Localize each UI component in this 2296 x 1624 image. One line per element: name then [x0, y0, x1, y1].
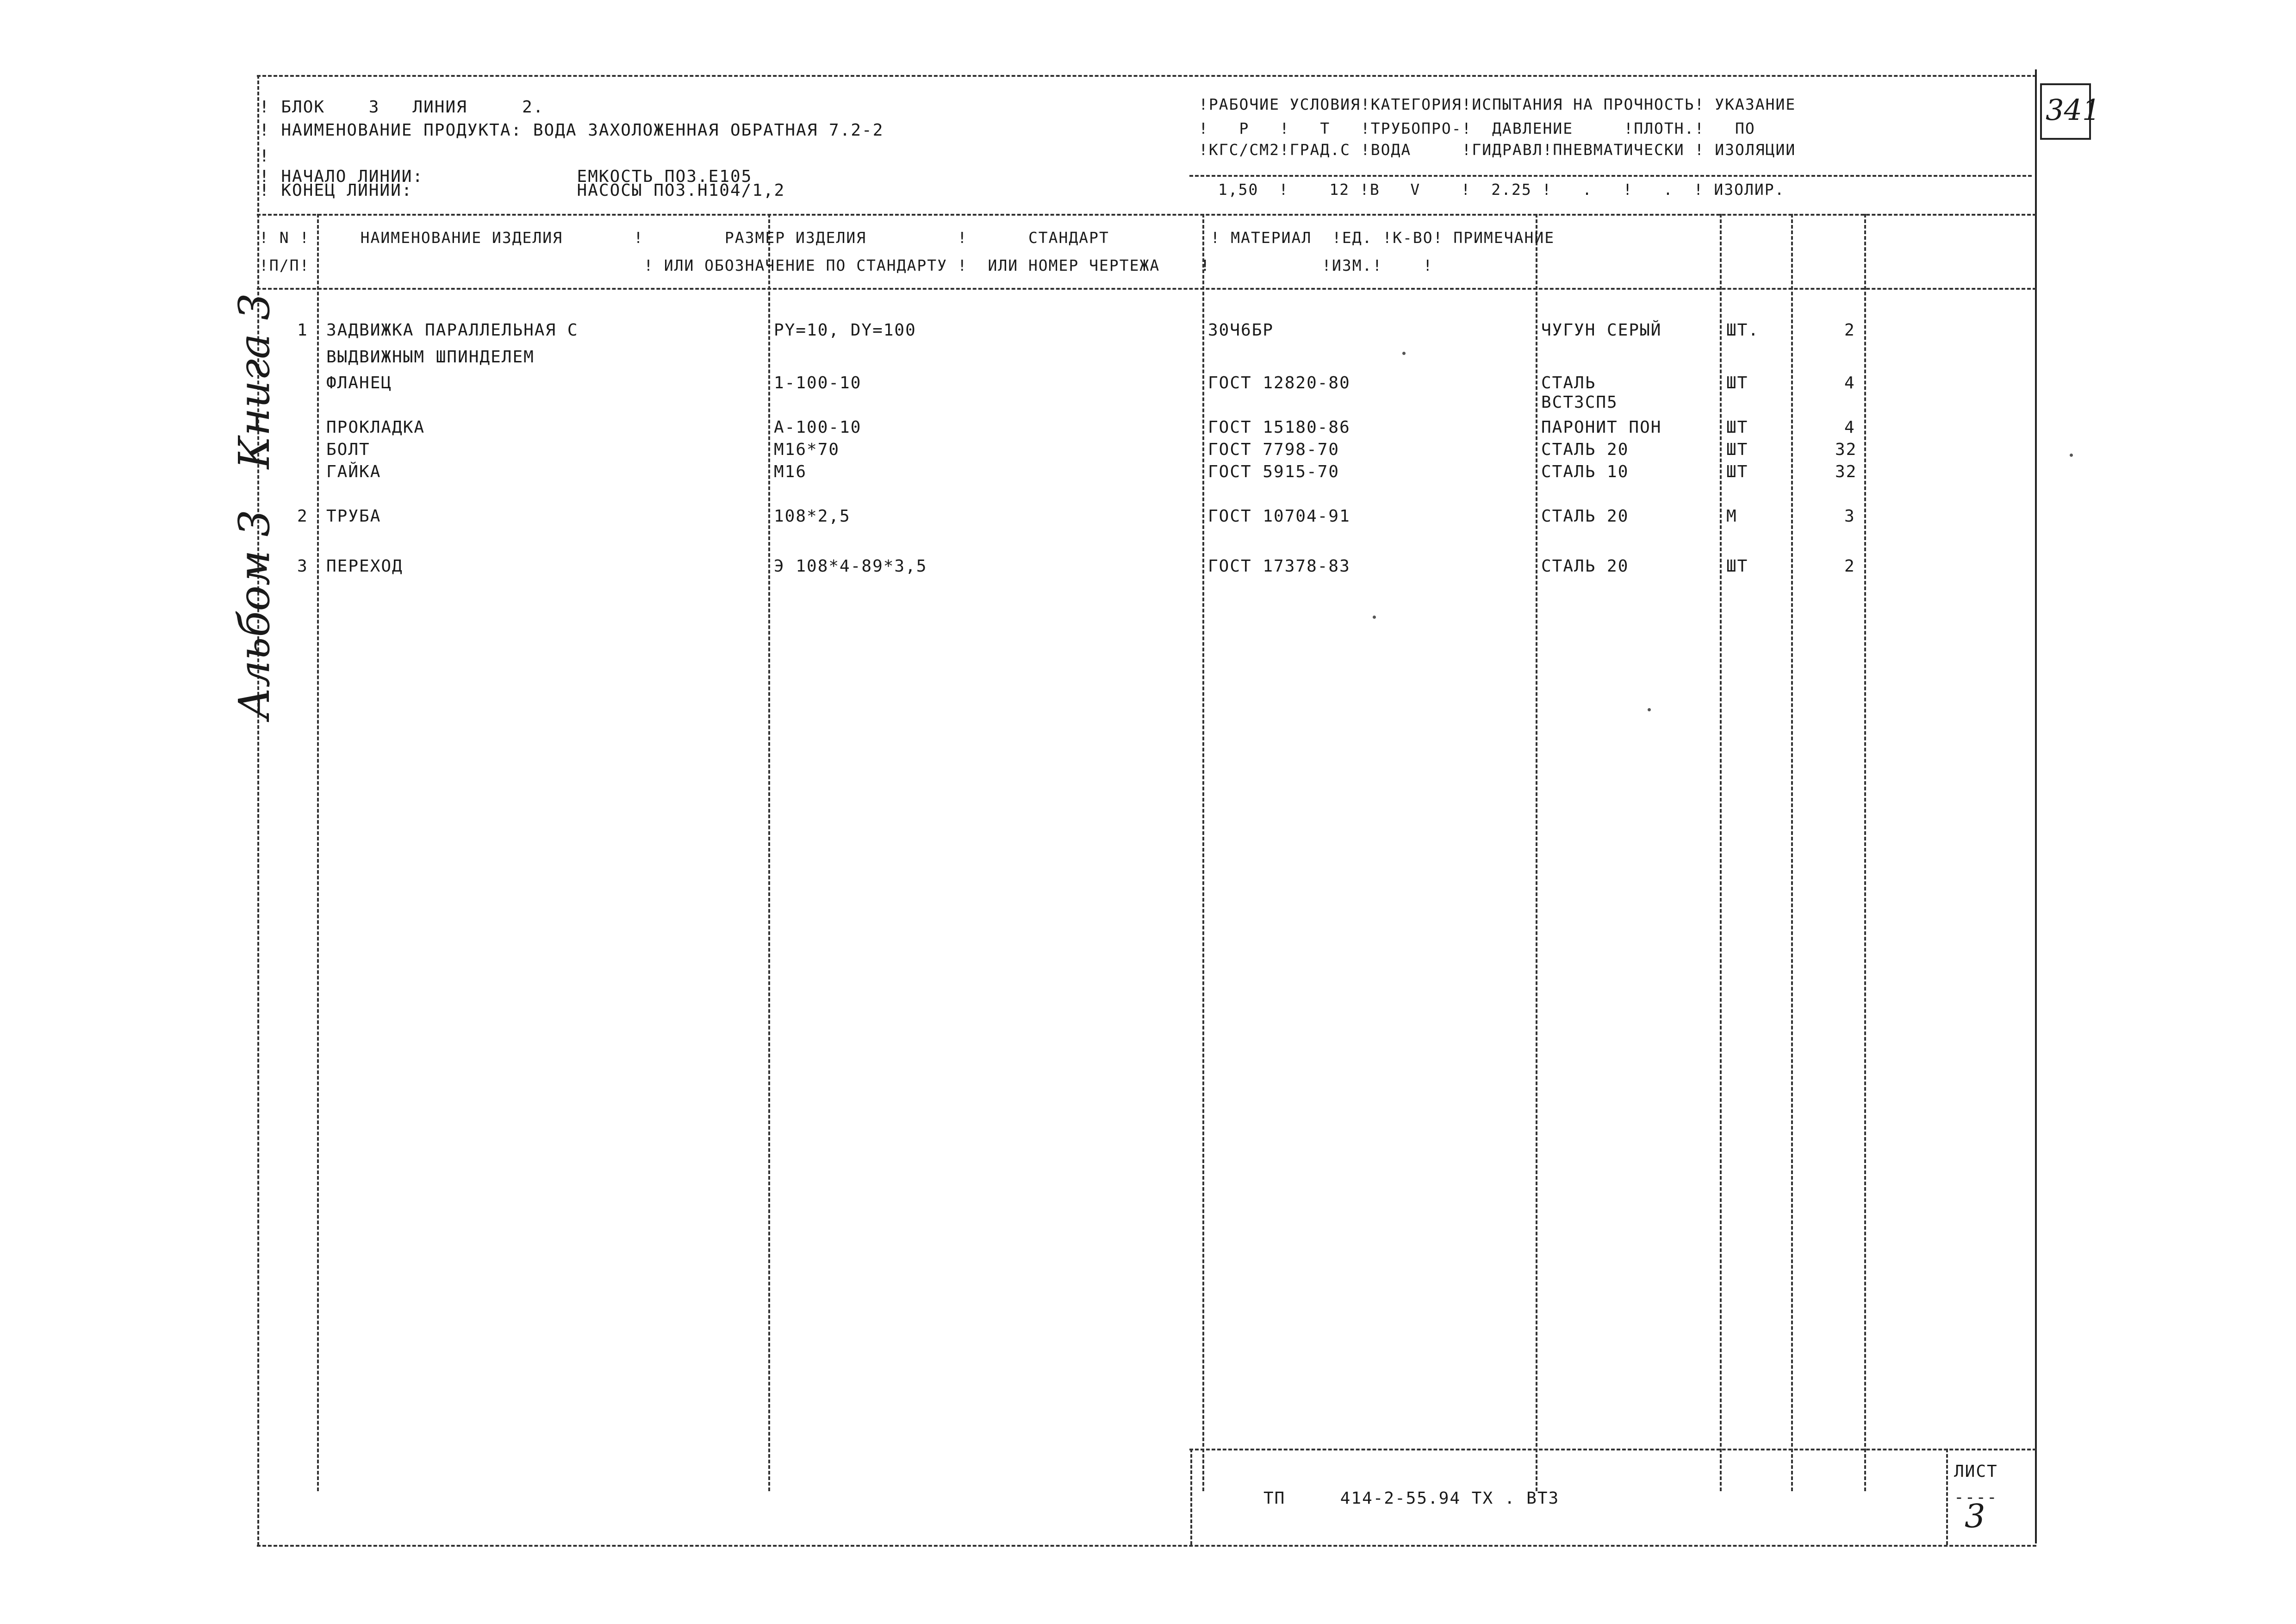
header-bottom-line — [257, 214, 2036, 216]
item-unit: ШТ. — [1726, 321, 1760, 340]
sheet-number: 3 — [1965, 1497, 1985, 1535]
title-block-sheet-divider — [1946, 1449, 1948, 1545]
line-start: ! НАЧАЛО ЛИНИИ: ЕМКОСТЬ ПОЗ.Е105 — [259, 167, 753, 186]
col-divider-unit — [1791, 214, 1793, 1491]
item-material: ЧУГУН СЕРЫЙ — [1541, 321, 1662, 340]
album-book-note: Альбом 3 Книга 3 — [230, 293, 279, 720]
item-qty: 3 — [1844, 507, 1855, 526]
item-name: ВЫДВИЖНЫМ ШПИНДЕЛЕМ — [326, 348, 535, 367]
column-header-row1: ! N ! НАИМЕНОВАНИЕ ИЗДЕЛИЯ ! РАЗМЕР ИЗДЕЛИЯ ! СТАНДАРТ ! МАТЕРИАЛ !ЕД. !К-ВО! ПРИМЕЧАНИЕ — [259, 229, 1555, 247]
item-material: СТАЛЬ — [1541, 373, 1596, 392]
row-number: 3 — [297, 557, 308, 576]
right-border — [2035, 69, 2037, 1543]
item-size: М16*70 — [774, 440, 840, 459]
item-name: ТРУБА — [326, 507, 381, 526]
item-unit: ШТ — [1726, 440, 1748, 459]
item-material: ВСТ3СП5 — [1541, 393, 1618, 412]
item-standard: ГОСТ 10704-91 — [1208, 507, 1350, 526]
item-name: ФЛАНЕЦ — [326, 373, 392, 392]
item-material: СТАЛЬ 20 — [1541, 440, 1629, 459]
row-number: 1 — [297, 321, 308, 340]
item-material: СТАЛЬ 20 — [1541, 507, 1629, 526]
item-material: СТАЛЬ 10 — [1541, 462, 1629, 481]
item-name: ПЕРЕХОД — [326, 557, 403, 576]
col-divider-n — [317, 214, 319, 1491]
item-name: ГАЙКА — [326, 462, 381, 481]
scan-speck — [1373, 616, 1376, 619]
document-code: ТП 414-2-55.94 ТХ . ВТ3 — [1263, 1489, 1560, 1508]
top-border — [257, 75, 2036, 77]
item-material: СТАЛЬ 20 — [1541, 557, 1629, 576]
item-size: Э 108*4-89*3,5 — [774, 557, 927, 576]
col-divider-standard — [1536, 214, 1537, 1491]
item-unit: ШТ — [1726, 557, 1748, 576]
item-standard: ГОСТ 12820-80 — [1208, 373, 1350, 392]
item-unit: ШТ — [1726, 373, 1748, 392]
sheet-label-dashes: ---- — [1954, 1488, 1998, 1507]
conditions-header-row1: !РАБОЧИЕ УСЛОВИЯ!КАТЕГОРИЯ!ИСПЫТАНИЯ НА ПРОЧНОСТЬ! УКАЗАНИЕ — [1199, 95, 1796, 113]
item-standard: ГОСТ 17378-83 — [1208, 557, 1350, 576]
item-standard: ГОСТ 15180-86 — [1208, 418, 1350, 437]
item-size: М16 — [774, 462, 807, 481]
item-qty: 2 — [1844, 321, 1855, 340]
item-size: А-100-10 — [774, 418, 862, 437]
block-line-label: ! БЛОК 3 ЛИНИЯ 2. — [259, 98, 544, 117]
sheet-stamp-box — [2040, 83, 2101, 140]
item-standard: ГОСТ 7798-70 — [1208, 440, 1340, 459]
scan-speck — [1402, 352, 1406, 355]
column-header-row2: !П/П! ! ИЛИ ОБОЗНАЧЕНИЕ ПО СТАНДАРТУ ! ИЛИ НОМЕР ЧЕРТЕЖА ! !ИЗМ.! ! — [259, 256, 1433, 274]
title-block-left — [1190, 1449, 1192, 1545]
col-divider-qty — [1864, 214, 1866, 1491]
item-qty: 4 — [1844, 418, 1855, 437]
item-unit: ШТ — [1726, 462, 1748, 481]
col-divider-name — [768, 214, 770, 1491]
item-name: ЗАДВИЖКА ПАРАЛЛЕЛЬНАЯ С — [326, 321, 579, 340]
item-qty: 4 — [1844, 373, 1855, 392]
conditions-header-row2: ! P ! T !ТРУБОПРО-! ДАВЛЕНИЕ !ПЛОТН.! ПО — [1199, 119, 1755, 137]
item-unit: ШТ — [1726, 418, 1748, 437]
header-blank-line: ! — [259, 147, 270, 166]
scan-speck — [2070, 454, 2073, 457]
item-name: ПРОКЛАДКА — [326, 418, 425, 437]
scan-speck — [1648, 708, 1651, 711]
item-qty: 32 — [1835, 462, 1857, 481]
conditions-header-row3: !КГС/СМ2!ГРАД.С !ВОДА !ГИДРАВЛ!ПНЕВМАТИЧЕСКИ ! ИЗОЛЯЦИИ — [1199, 141, 1796, 159]
sheet-stamp: 341 — [2046, 93, 2101, 127]
row-number: 2 — [297, 507, 308, 526]
item-qty: 32 — [1835, 440, 1857, 459]
header-separator — [1189, 175, 2032, 177]
item-size: 108*2,5 — [774, 507, 851, 526]
item-name: БОЛТ — [326, 440, 370, 459]
item-unit: М — [1726, 507, 1737, 526]
item-qty: 2 — [1844, 557, 1855, 576]
item-size: 1-100-10 — [774, 373, 862, 392]
conditions-values: 1,50 ! 12 !В V ! 2.25 ! . ! . ! ИЗОЛИР. — [1208, 180, 1785, 199]
item-material: ПАРОНИТ ПОН — [1541, 418, 1662, 437]
column-header-bottom-line — [257, 288, 2036, 290]
title-block-top — [1189, 1449, 2036, 1450]
col-divider-size — [1202, 214, 1204, 1491]
item-standard: 30Ч6БР — [1208, 321, 1274, 340]
item-size: PY=10, DY=100 — [774, 321, 916, 340]
item-standard: ГОСТ 5915-70 — [1208, 462, 1340, 481]
sheet-label: ЛИСТ — [1954, 1462, 1998, 1481]
bottom-border — [257, 1545, 2036, 1547]
product-name: ! НАИМЕНОВАНИЕ ПРОДУКТА: ВОДА ЗАХОЛОЖЕННАЯ ОБРАТНАЯ 7.2-2 — [259, 121, 884, 140]
col-divider-material — [1720, 214, 1722, 1491]
line-end: ! КОНЕЦ ЛИНИИ: НАСОСЫ ПОЗ.Н104/1,2 — [259, 181, 785, 200]
